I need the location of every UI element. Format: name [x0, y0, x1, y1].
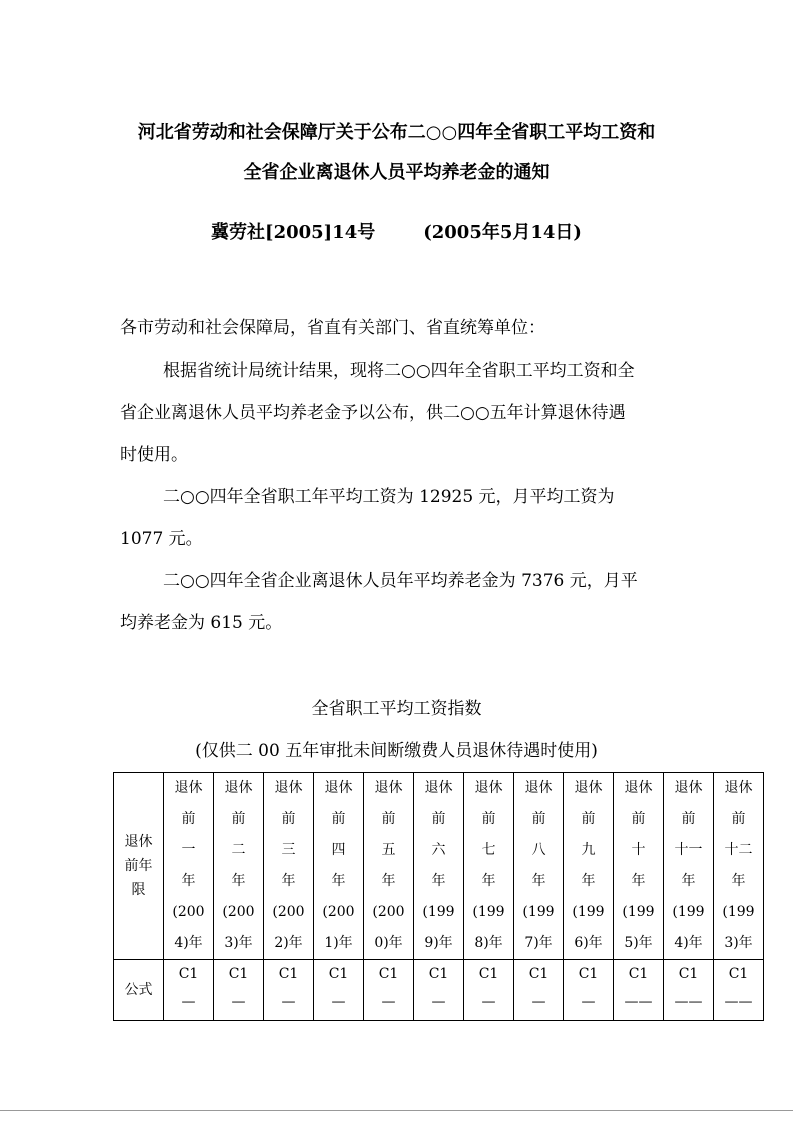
- year-column-line: 前: [581, 811, 596, 827]
- year-column-line: 0)年: [374, 935, 403, 951]
- year-column-header: [614, 773, 664, 960]
- doc-number: 冀劳社[2005]14号: [211, 222, 376, 243]
- formula-line: C1: [328, 966, 349, 982]
- year-column-header: [314, 773, 364, 960]
- year-column-line: (200: [372, 904, 405, 920]
- formula-line: —: [431, 994, 446, 1010]
- paragraph-3-line-1: 二○○四年全省企业离退休人员年平均养老金为 7376 元，月平: [163, 571, 638, 591]
- page-bottom-rule: [0, 1110, 793, 1111]
- formula-line: —: [531, 994, 546, 1010]
- paragraph-1-line-1: 根据省统计局统计结果，现将二○○四年全省职工平均工资和全: [163, 361, 635, 381]
- paragraph-1-line-3: 时使用。: [120, 445, 188, 465]
- year-column-line: 年: [181, 873, 196, 889]
- doc-reference: [0, 218, 793, 244]
- year-column-line: 退休: [474, 780, 503, 796]
- year-column-line: 退休: [324, 780, 353, 796]
- formula-line: C1: [378, 966, 399, 982]
- paragraph-3-line-2: 均养老金为 615 元。: [120, 613, 283, 633]
- year-column-line: 退休: [674, 780, 703, 796]
- year-column-line: 前: [531, 811, 546, 827]
- formula-cell: [664, 960, 714, 1021]
- formula-line: C1: [228, 966, 249, 982]
- table-row-header: [114, 773, 764, 960]
- formula-line: C1: [628, 966, 649, 982]
- formula-line: ——: [624, 994, 653, 1010]
- year-column-line: 前: [181, 811, 196, 827]
- formula-line: C1: [728, 966, 749, 982]
- formula-line: —: [381, 994, 396, 1010]
- year-column-line: (199: [622, 904, 655, 920]
- year-column-line: 八: [531, 842, 546, 858]
- year-column-line: (200: [272, 904, 305, 920]
- year-column-line: 年: [631, 873, 646, 889]
- year-column-line: 十: [631, 842, 646, 858]
- year-column-line: 年: [581, 873, 596, 889]
- year-column-header: [214, 773, 264, 960]
- year-column-line: 退休: [174, 780, 203, 796]
- year-column-header: [364, 773, 414, 960]
- year-column-line: 四: [331, 842, 346, 858]
- title-line-1: 河北省劳动和社会保障厅关于公布二○○四年全省职工平均工资和: [137, 122, 656, 143]
- year-column-line: 3)年: [724, 935, 753, 951]
- year-column-line: (200: [322, 904, 355, 920]
- year-column-line: (199: [472, 904, 505, 920]
- formula-cell: [514, 960, 564, 1021]
- formula-line: C1: [528, 966, 549, 982]
- formula-line: ——: [724, 994, 753, 1010]
- year-column-header: [514, 773, 564, 960]
- year-column-line: 六: [431, 842, 446, 858]
- year-column-header: [264, 773, 314, 960]
- formula-line: —: [181, 994, 196, 1010]
- year-column-line: 前: [381, 811, 396, 827]
- year-column-line: 3)年: [224, 935, 253, 951]
- row-header-line: 退休: [124, 834, 153, 850]
- formula-cell: [314, 960, 364, 1021]
- addressee: 各市劳动和社会保障局，省直有关部门、省直统筹单位：: [120, 318, 545, 338]
- year-column-line: 前: [281, 811, 296, 827]
- year-column-line: 9)年: [424, 935, 453, 951]
- year-column-line: 年: [331, 873, 346, 889]
- formula-cell: [414, 960, 464, 1021]
- formula-line: —: [281, 994, 296, 1010]
- year-column-line: 7)年: [524, 935, 553, 951]
- wage-index-table: [113, 772, 764, 1021]
- year-column-line: 年: [281, 873, 296, 889]
- year-column-header: [464, 773, 514, 960]
- year-column-line: 九: [581, 842, 596, 858]
- paragraph-1-line-2: 省企业离退休人员平均养老金予以公布，供二○○五年计算退休待遇: [120, 403, 626, 423]
- formula-line: C1: [678, 966, 699, 982]
- year-column-line: 退休: [274, 780, 303, 796]
- year-column-line: 三: [281, 842, 296, 858]
- year-column-line: 十二: [724, 842, 753, 858]
- formula-line: —: [581, 994, 596, 1010]
- year-column-line: 前: [481, 811, 496, 827]
- year-column-line: 年: [431, 873, 446, 889]
- year-column-line: 6)年: [574, 935, 603, 951]
- year-column-line: (199: [672, 904, 705, 920]
- year-column-line: 退休: [574, 780, 603, 796]
- table-subtitle: (仅供二 00 五年审批未间断缴费人员退休待遇时使用): [195, 741, 598, 761]
- year-column-line: 2)年: [274, 935, 303, 951]
- formula-cell: [614, 960, 664, 1021]
- year-column-line: (199: [722, 904, 755, 920]
- formula-line: —: [331, 994, 346, 1010]
- year-column-line: 前: [731, 811, 746, 827]
- row-header-years: [114, 773, 164, 960]
- formula-cell: [564, 960, 614, 1021]
- formula-line: C1: [428, 966, 449, 982]
- year-column-line: 前: [331, 811, 346, 827]
- formula-cell: [714, 960, 764, 1021]
- formula-cell: [464, 960, 514, 1021]
- year-column-line: 1)年: [324, 935, 353, 951]
- year-column-header: [564, 773, 614, 960]
- year-column-line: (199: [522, 904, 555, 920]
- year-column-line: 退休: [524, 780, 553, 796]
- year-column-line: (199: [422, 904, 455, 920]
- year-column-line: 4)年: [674, 935, 703, 951]
- year-column-line: 退休: [224, 780, 253, 796]
- formula-line: ——: [674, 994, 703, 1010]
- year-column-line: 二: [231, 842, 246, 858]
- year-column-line: 七: [481, 842, 496, 858]
- row-header-line: 限: [131, 882, 146, 898]
- year-column-line: 前: [631, 811, 646, 827]
- year-column-line: (200: [222, 904, 255, 920]
- year-column-header: [414, 773, 464, 960]
- table-title: 全省职工平均工资指数: [311, 699, 482, 719]
- doc-date: (2005年5月14日): [423, 222, 582, 243]
- formula-line: —: [481, 994, 496, 1010]
- year-column-line: 一: [181, 842, 196, 858]
- year-column-line: 年: [381, 873, 396, 889]
- formula-line: C1: [278, 966, 299, 982]
- table-row-formula: [114, 960, 764, 1021]
- year-column-line: 4)年: [174, 935, 203, 951]
- formula-line: C1: [178, 966, 199, 982]
- row-header-line: 前年: [124, 858, 153, 874]
- year-column-line: 年: [681, 873, 696, 889]
- year-column-line: 前: [431, 811, 446, 827]
- year-column-line: 年: [531, 873, 546, 889]
- year-column-line: 退休: [724, 780, 753, 796]
- formula-line: C1: [578, 966, 599, 982]
- paragraph-2-line-2: 1077 元。: [120, 529, 203, 549]
- year-column-line: 年: [481, 873, 496, 889]
- year-column-line: 退休: [374, 780, 403, 796]
- year-column-line: 五: [381, 842, 396, 858]
- formula-line: —: [231, 994, 246, 1010]
- year-column-header: [714, 773, 764, 960]
- year-column-line: 前: [681, 811, 696, 827]
- year-column-header: [664, 773, 714, 960]
- title-line-2: 全省企业离退休人员平均养老金的通知: [243, 162, 550, 183]
- year-column-header: [164, 773, 214, 960]
- formula-cell: [164, 960, 214, 1021]
- formula-cell: [364, 960, 414, 1021]
- year-column-line: 8)年: [474, 935, 503, 951]
- formula-cell: [214, 960, 264, 1021]
- year-column-line: (199: [572, 904, 605, 920]
- year-column-line: 年: [731, 873, 746, 889]
- year-column-line: 前: [231, 811, 246, 827]
- year-column-line: (200: [172, 904, 205, 920]
- formula-cell: [264, 960, 314, 1021]
- year-column-line: 十一: [674, 842, 703, 858]
- year-column-line: 年: [231, 873, 246, 889]
- year-column-line: 退休: [624, 780, 653, 796]
- year-column-line: 5)年: [624, 935, 653, 951]
- formula-line: C1: [478, 966, 499, 982]
- year-column-line: 退休: [424, 780, 453, 796]
- paragraph-2-line-1: 二○○四年全省职工年平均工资为 12925 元，月平均工资为: [163, 487, 615, 507]
- formula-label: 公式: [114, 960, 164, 1021]
